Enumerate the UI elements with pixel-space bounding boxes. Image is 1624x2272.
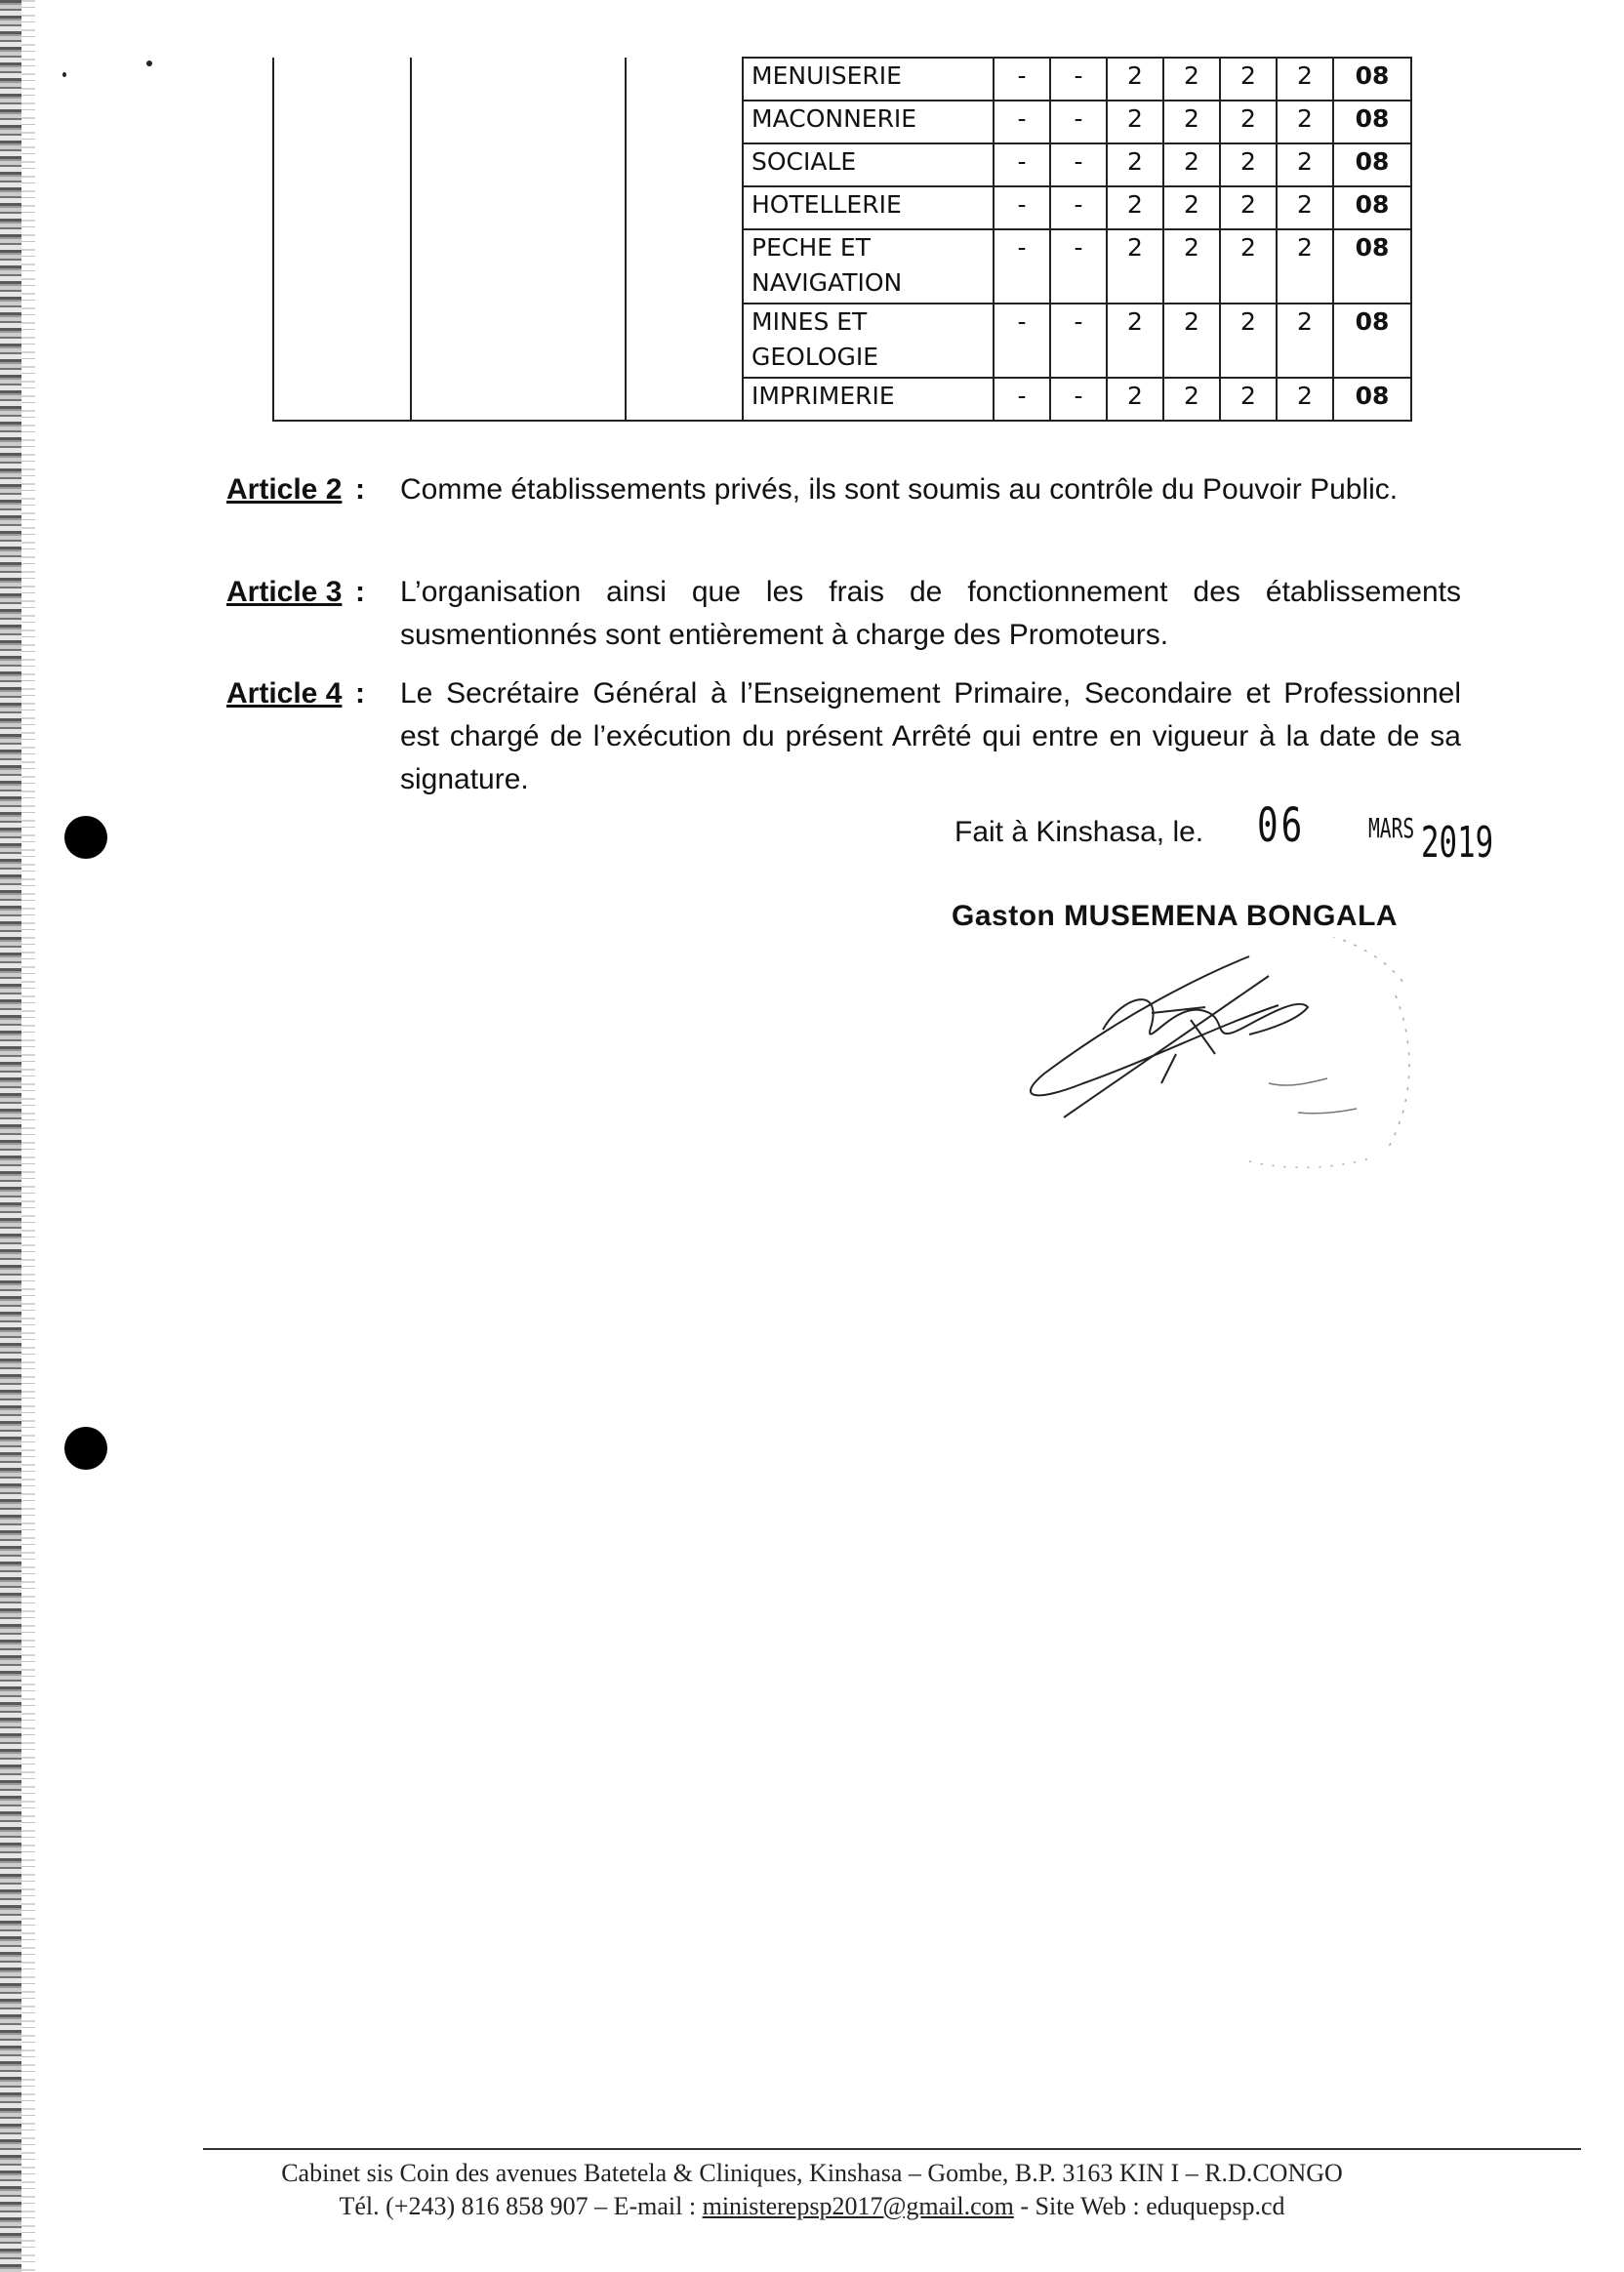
empty-cell (626, 229, 743, 304)
table-row (273, 143, 1411, 186)
total-cell: 08 (1333, 186, 1411, 229)
empty-cell (411, 58, 626, 101)
count-cell: 2 (1220, 101, 1277, 143)
empty-cell (626, 58, 743, 101)
count-cell: 2 (1220, 378, 1277, 421)
section-name-cell: SOCIALE (743, 143, 994, 186)
scan-edge-noise (21, 0, 35, 2272)
total-cell: 08 (1333, 58, 1411, 101)
count-cell: 2 (1163, 143, 1220, 186)
section-name-cell: MENUISERIE (743, 58, 994, 101)
count-cell: 2 (1277, 101, 1333, 143)
empty-cell (411, 101, 626, 143)
count-cell: 2 (1163, 229, 1220, 304)
empty-cell (273, 378, 411, 421)
count-cell: 2 (1277, 58, 1333, 101)
scan-speck (62, 72, 66, 77)
table-row (273, 186, 1411, 229)
article-text: Le Secrétaire Général à l’Enseignement Primaire, Secondaire et Professionnel est chargé de l’exécution du présent Arrêté qui entre en vigueur à la date de sa signature. (400, 677, 1461, 795)
count-cell: 2 (1163, 378, 1220, 421)
count-cell: 2 (1220, 229, 1277, 304)
scan-edge-noise (0, 0, 21, 2272)
article-text: L’organisation ainsi que les frais de fonctionnement des établissements susmentionnés sont entièrement à charge des Promoteurs. (400, 576, 1461, 651)
empty-cell (626, 101, 743, 143)
empty-cell (626, 378, 743, 421)
date-stamp-day: 06 (1257, 798, 1306, 853)
empty-cell (273, 101, 411, 143)
table-row (273, 101, 1411, 143)
footer-tel: Tél. (+243) 816 858 907 – E-mail : (339, 2192, 703, 2220)
empty-cell (273, 304, 411, 378)
footer-divider (203, 2148, 1581, 2150)
section-name-cell: HOTELLERIE (743, 186, 994, 229)
section-name-cell: IMPRIMERIE (743, 378, 994, 421)
count-cell: - (1050, 58, 1107, 101)
article-label: Article 2 (226, 473, 343, 506)
empty-cell (273, 143, 411, 186)
article-sep: : (355, 576, 365, 608)
punch-hole-bottom (64, 1427, 107, 1470)
count-cell: 2 (1277, 378, 1333, 421)
count-cell: - (994, 229, 1050, 304)
footer-site-prefix: - Site Web : (1013, 2192, 1147, 2220)
count-cell: - (994, 304, 1050, 378)
signatory-name: Gaston MUSEMENA BONGALA (952, 900, 1399, 932)
count-cell: 2 (1277, 304, 1333, 378)
section-name-cell: PECHE ET NAVIGATION (743, 229, 994, 304)
footer-contacts (146, 2192, 1478, 2221)
empty-cell (411, 229, 626, 304)
article-4 (226, 672, 1461, 801)
table-row (273, 229, 1411, 304)
place-date-prefix: Fait à Kinshasa, le. (954, 816, 1204, 848)
count-cell: - (994, 58, 1050, 101)
count-cell: 2 (1277, 186, 1333, 229)
empty-cell (411, 186, 626, 229)
count-cell: - (1050, 229, 1107, 304)
empty-cell (273, 186, 411, 229)
empty-cell (626, 143, 743, 186)
count-cell: - (1050, 378, 1107, 421)
scan-speck (146, 61, 152, 66)
empty-cell (273, 229, 411, 304)
date-stamp-year: 2019 (1421, 818, 1494, 868)
count-cell: 2 (1107, 378, 1163, 421)
count-cell: 2 (1107, 143, 1163, 186)
table-row (273, 58, 1411, 101)
count-cell: 2 (1220, 143, 1277, 186)
footer-address: Cabinet sis Coin des avenues Batetela & Cliniques, Kinshasa – Gombe, B.P. 3163 KIN I – R.D.CONGO (281, 2159, 1343, 2187)
count-cell: - (994, 186, 1050, 229)
handwritten-signature (1005, 937, 1435, 1191)
count-cell: - (994, 143, 1050, 186)
article-text: Comme établissements privés, ils sont soumis au contrôle du Pouvoir Public. (400, 473, 1399, 506)
count-cell: 2 (1107, 101, 1163, 143)
count-cell: 2 (1163, 304, 1220, 378)
empty-cell (626, 304, 743, 378)
article-2 (226, 468, 1461, 511)
count-cell: 2 (1163, 58, 1220, 101)
sections-table (272, 57, 1412, 422)
count-cell: - (1050, 101, 1107, 143)
empty-cell (411, 378, 626, 421)
article-sep: : (355, 677, 365, 710)
total-cell: 08 (1333, 304, 1411, 378)
punch-hole-top (64, 816, 107, 859)
total-cell: 08 (1333, 378, 1411, 421)
total-cell: 08 (1333, 101, 1411, 143)
empty-cell (273, 58, 411, 101)
empty-cell (626, 186, 743, 229)
table-row (273, 378, 1411, 421)
footer-email-link[interactable]: ministerepsp2017@gmail.com (702, 2192, 1014, 2220)
empty-cell (411, 143, 626, 186)
date-stamp-month: MARS (1368, 812, 1415, 844)
total-cell: 08 (1333, 229, 1411, 304)
section-name-cell: MINES ET GEOLOGIE (743, 304, 994, 378)
article-3 (226, 571, 1461, 657)
count-cell: 2 (1107, 304, 1163, 378)
footer-site: eduquepsp.cd (1146, 2192, 1285, 2220)
article-sep: : (355, 473, 365, 506)
count-cell: - (994, 378, 1050, 421)
count-cell: 2 (1277, 143, 1333, 186)
article-label: Article 3 (226, 576, 343, 608)
count-cell: - (1050, 304, 1107, 378)
count-cell: 2 (1277, 229, 1333, 304)
empty-cell (411, 304, 626, 378)
article-label: Article 4 (226, 677, 343, 710)
section-name-cell: MACONNERIE (743, 101, 994, 143)
count-cell: - (994, 101, 1050, 143)
count-cell: 2 (1163, 186, 1220, 229)
count-cell: - (1050, 186, 1107, 229)
table-row (273, 304, 1411, 378)
count-cell: 2 (1220, 304, 1277, 378)
count-cell: 2 (1220, 58, 1277, 101)
count-cell: 2 (1107, 229, 1163, 304)
count-cell: 2 (1163, 101, 1220, 143)
count-cell: 2 (1107, 186, 1163, 229)
count-cell: 2 (1107, 58, 1163, 101)
count-cell: - (1050, 143, 1107, 186)
count-cell: 2 (1220, 186, 1277, 229)
total-cell: 08 (1333, 143, 1411, 186)
